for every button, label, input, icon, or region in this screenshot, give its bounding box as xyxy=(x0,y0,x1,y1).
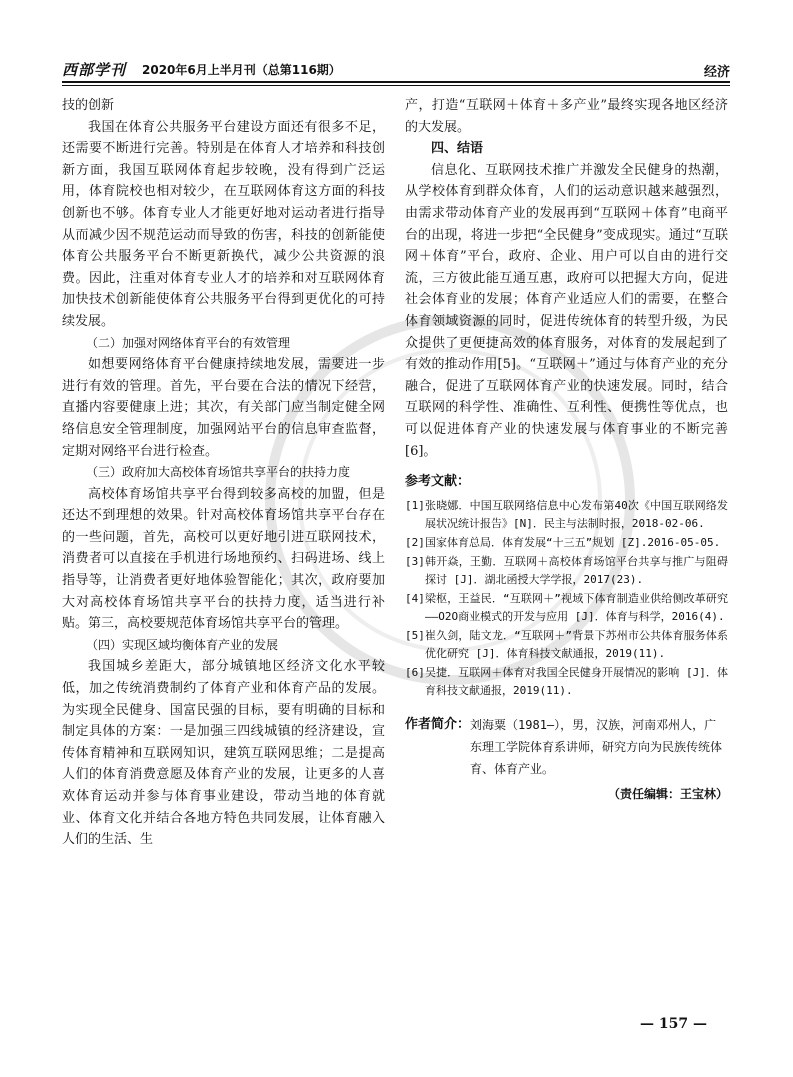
reference-number: [6] xyxy=(405,665,425,679)
reference-item xyxy=(405,553,728,589)
references-title: 参考文献： xyxy=(405,474,471,490)
paragraph-body: 如想要网络体育平台健康持续地发展，需要进一步进行有效的管理。首先，平台要在合法的情况下经营，直播内容要健康上进；其次，有关部门应当制定健全网络信息安全管理制度，加强网站平台的信息审查监督，定期对网络平台进行检查。 xyxy=(62,357,385,459)
reference-item xyxy=(405,497,728,533)
paragraph-body: 我国在体育公共服务平台建设方面还有很多不足，还需要不断进行完善。特别是在体育人才培养和科技创新方面，我国互联网体育起步较晚，没有得到广泛运用，体育院校也相对较少，在互联网体育这方面的科技创新也不够。体育专业人才能更好地对运动者进行指导从而减少因不规范运动而导致的伤害，科技的创新能使体育公共服务平台不断更新换代，减少公共资源的浪费。因此，注重对体育专业人才的培养和对互联网体育加快技术创新能使体育公共服务平台得到更优化的可持续发展。 xyxy=(62,119,385,329)
reference-text: 吴捷．互联网＋体育对我国全民健身开展情况的影响 [J]．体育科技文献通报，2019(11). xyxy=(425,665,728,697)
paragraph-body: 我国城乡差距大，部分城镇地区经济文化水平较低，加之传统消费制约了体育产业和体育产品的发展。为实现全民健身、国富民强的目标，要有明确的目标和制定具体的方案：一是加强三四线城镇的经济建设，宣传体育精神和互联网知识，建筑互联网思维；二是提高人们的体育消费意愿及体育产业的发展，让更多的人喜欢体育运动并参与体育事业建设，带动当地的体育就业、体育文化并结合各地方特色共同发展，让体育融入人们的生活、生 xyxy=(62,659,385,848)
reference-item xyxy=(405,664,728,700)
references-list xyxy=(405,497,728,700)
page-header xyxy=(62,58,730,80)
reference-text: 梁枢，王益民．“互联网＋”视域下体育制造业供给侧改革研究——O2O商业模式的开发与应用 [J]．体育与科学，2016(4). xyxy=(425,591,728,623)
paragraph-continuation: 产，打造“互联网＋体育＋多产业”最终实现各地区经济的大发展。 xyxy=(405,98,728,135)
reference-text: 国家体育总局．体育发展“十三五”规划 [Z].2016-05-05. xyxy=(425,535,721,549)
section-tag: 经济 xyxy=(703,65,730,80)
reference-item xyxy=(405,590,728,626)
reference-text: 韩开焱，王勤．互联网＋高校体育场馆平台共享与推广与阻碍探讨 [J]．湖北函授大学学报，2017(23). xyxy=(425,554,728,586)
right-column xyxy=(405,95,728,805)
reference-number: [1] xyxy=(405,498,425,512)
subsection-heading: （四）实现区域均衡体育产业的发展 xyxy=(86,637,279,652)
author-label: 作者简介： xyxy=(405,716,471,732)
reference-number: [2] xyxy=(405,535,425,549)
reference-number: [5] xyxy=(405,628,425,642)
header-rule-thin xyxy=(62,85,730,86)
reference-number: [3] xyxy=(405,554,425,568)
section-heading-conclusion: 四、结语 xyxy=(431,141,484,157)
reference-text: 张晓娜．中国互联网络信息中心发布第40次《中国互联网络发展状况统计报告》[N]．民主与法制时报，2018-02-06. xyxy=(425,498,728,530)
paragraph-intro: 技的创新 xyxy=(62,98,115,113)
editor-credit: （责任编辑：王宝林） xyxy=(607,786,728,801)
reference-item xyxy=(405,627,728,663)
subsection-heading: （三）政府加大高校体育场馆共享平台的扶持力度 xyxy=(86,465,351,480)
header-rule-thick xyxy=(62,81,730,83)
reference-number: [4] xyxy=(405,591,425,605)
paragraph-conclusion: 信息化、互联网技术推广并激发全民健身的热潮，从学校体育到群众体育，人们的运动意识越来越强烈，由需求带动体育产业的发展再到“互联网＋体育”电商平台的出现，将进一步把“全民健身”变成现实。通过“互联网＋体育”平台，政府、企业、用户可以自由的进行交流，三方彼此能互通互惠，政府可以把握大方向，促进社会体育业的发展；体育产业适应人们的需要，在整合体育领域资源的同时，促进传统体育的转型升级，为民众提供了更便捷高效的体育服务，对体育的发展起到了有效的推动作用[5]。“互联网＋”通过与体育产业的充分融合，促进了互联网体育产业的快速发展。同时，结合互联网的科学性、准确性、互利性、便携性等优点，也可以促进体育产业的快速发展与体育事业的不断完善[6]。 xyxy=(405,162,728,459)
left-column xyxy=(62,95,385,851)
reference-item xyxy=(405,534,728,552)
author-bio xyxy=(405,714,728,780)
journal-logo: 西部学刊 xyxy=(62,61,127,79)
author-text: 刘海粟（1981—），男，汉族，河南邓州人，广东理工学院体育系讲师，研究方向为民族传统体育、体育产业。 xyxy=(470,717,723,776)
page-number: — 157 — xyxy=(640,1016,707,1032)
subsection-heading: （二）加强对网络体育平台的有效管理 xyxy=(86,335,291,350)
reference-text: 崔久剑，陆文龙．“互联网＋”背景下苏州市公共体育服务体系优化研究 [J]．体育科技文献通报，2019(11). xyxy=(425,628,728,660)
paragraph-body: 高校体育场馆共享平台得到较多高校的加盟，但是还达不到理想的效果。针对高校体育场馆共享平台存在的一些问题，首先，高校可以更好地引进互联网技术，消费者可以直接在手机进行场地预约、扫码进场、线上指导等，让消费者更好地体验智能化；其次，政府要加大对高校体育场馆共享平台的扶持力度，适当进行补贴。第三，高校要规范体育场馆共享平台的管理。 xyxy=(62,486,385,632)
issue-info: 2020年6月上半月刊（总第116期） xyxy=(142,63,341,77)
